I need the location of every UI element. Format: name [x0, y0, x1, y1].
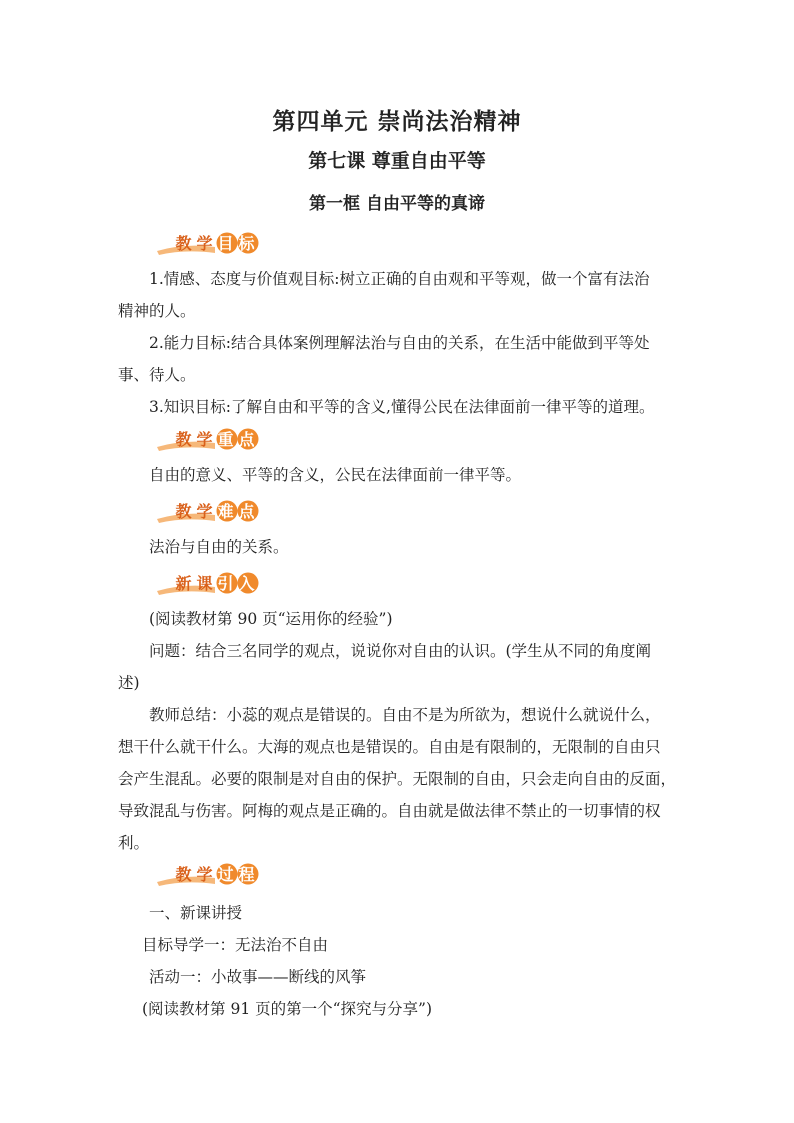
goal-line: 1.情感、态度与价值观目标:树立正确的自由观和平等观，做一个富有法治 [149, 270, 650, 288]
lesson-title: 第七课 尊重自由平等 [308, 150, 486, 172]
key-points-text: 自由的意义、平等的含义，公民在法律面前一律平等。 [149, 466, 522, 484]
badge-char: 目 [217, 234, 234, 253]
goal-line: 3.知识目标:了解自由和平等的含义,懂得公民在法律面前一律平等的道理。 [149, 398, 655, 416]
intro-line: 述) [118, 674, 140, 692]
goal-line: 精神的人。 [118, 302, 196, 320]
badge-char: 学 [196, 865, 213, 884]
badge-char: 点 [238, 430, 255, 449]
badge-char: 难 [217, 502, 234, 521]
badge-char: 引 [217, 574, 234, 593]
badge-teaching-goals [155, 231, 265, 257]
goals-paragraph [118, 263, 678, 423]
badge-char: 教 [175, 865, 192, 884]
intro-line: (阅读教材第 90 页“运用你的经验”) [149, 610, 393, 628]
process-line: 一、新课讲授 [149, 904, 243, 922]
intro-line: 利。 [118, 834, 150, 852]
goal-line: 事、待人。 [118, 366, 196, 384]
badge-char: 过 [217, 865, 234, 884]
process-line: 活动一：小故事——断线的风筝 [149, 968, 367, 986]
badge-char: 点 [238, 502, 255, 521]
badge-char: 标 [238, 234, 255, 253]
badge-char: 教 [175, 502, 192, 521]
intro-line: 问题：结合三名同学的观点，说说你对自由的认识。(学生从不同的角度阐 [149, 642, 652, 660]
badge-new-lesson-intro [155, 571, 265, 597]
goal-line: 2.能力目标:结合具体案例理解法治与自由的关系，在生活中能做到平等处 [149, 334, 650, 352]
badge-char: 学 [196, 234, 213, 253]
unit-title: 第四单元 崇尚法治精神 [272, 109, 522, 135]
badge-char: 教 [175, 430, 192, 449]
badge-char: 教 [175, 234, 192, 253]
badge-key-points [155, 427, 265, 453]
badge-char: 学 [196, 430, 213, 449]
process-paragraph [118, 897, 678, 1025]
badge-char: 新 [175, 574, 192, 593]
badge-char: 程 [238, 865, 255, 884]
badge-char: 课 [196, 574, 213, 593]
intro-line: 会产生混乱。必要的限制是对自由的保护。无限制的自由，只会走向自由的反面， [118, 770, 677, 788]
badge-char: 入 [238, 574, 255, 593]
process-line: (阅读教材第 91 页的第一个“探究与分享”) [142, 1000, 433, 1018]
intro-line: 导致混乱与伤害。阿梅的观点是正确的。自由就是做法律不禁止的一切事情的权 [118, 802, 661, 820]
badge-teaching-process [155, 862, 265, 888]
badge-char: 重 [217, 430, 234, 449]
process-line: 目标导学一：无法治不自由 [142, 936, 329, 954]
section-title: 第一框 自由平等的真谛 [309, 194, 485, 214]
badge-char: 学 [196, 502, 213, 521]
key-points-paragraph [118, 459, 678, 491]
difficult-points-paragraph [118, 531, 678, 563]
badge-difficult-points [155, 499, 265, 525]
intro-line: 教师总结：小蕊的观点是错误的。自由不是为所欲为，想说什么就说什么， [149, 706, 661, 724]
intro-paragraph [118, 603, 678, 859]
difficult-points-text: 法治与自由的关系。 [149, 538, 289, 556]
intro-line: 想干什么就干什么。大海的观点也是错误的。自由是有限制的，无限制的自由只 [118, 738, 661, 756]
